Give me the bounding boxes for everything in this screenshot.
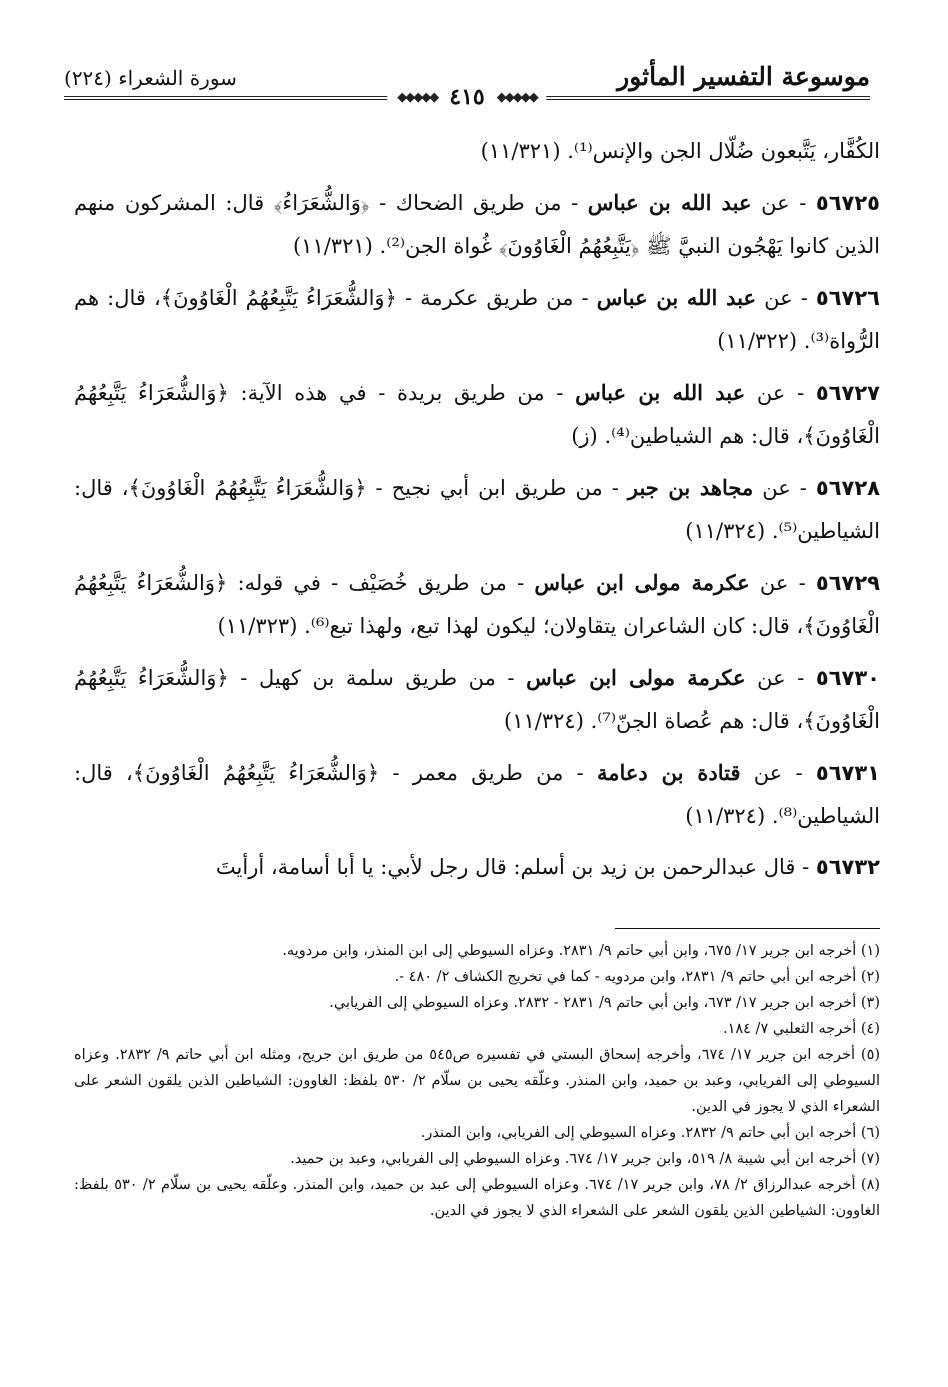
footnotes <box>74 938 880 1224</box>
surah-title: سورة الشعراء (٢٢٤) <box>64 66 237 90</box>
narration-number: ٥٦٧٣١ <box>815 761 880 785</box>
narrator-name: عبد الله بن عباس <box>587 190 752 215</box>
volume-reference: (١١/٣٢١) <box>292 234 373 258</box>
paragraph-text: - من طريق سلمة بن كهيل - ﴿وَالشُّعَرَاءُ يَتَّبِعُهُمُ الْغَاوُونَ﴾، قال: هم عُصاة الجنّ⁽⁷⁾. <box>74 666 880 733</box>
narrator-name: عكرمة مولى ابن عباس <box>534 570 750 595</box>
footnote: (٨) أخرجه عبدالرزاق ٢/ ٧٨، وابن جرير ١٧/ ٦٧٤. وعزاه السيوطي إلى عبد بن حميد، وابن المنذر. وعلّقه يحيى بن سلّام ٢/ ٥٣٠ بلفظ: الغاوون: الشياطين الذين يلقون الشعر على الشعراء الذي لا يجوز في الدين. <box>74 1177 881 1219</box>
paragraph-text: - من طريق خُصَيْف - في قوله: ﴿وَالشُّعَرَاءُ يَتَّبِعُهُمُ الْغَاوُونَ﴾، قال: كان الشاعران يتقاولان؛ ليكون لهذا تبع، ولهذا تبع⁽⁶⁾. <box>74 571 880 638</box>
paragraph: ٥٦٧٢٩ - عن عكرمة مولى ابن عباس - من طريق خُصَيْف - في قوله: ﴿وَالشُّعَرَاءُ يَتَّبِعُهُمُ الْغَاوُونَ﴾، قال: كان الشاعران يتقاولان؛ ليكون لهذا تبع، ولهذا تبع⁽⁶⁾. (١١/٣٢٣) <box>74 570 880 638</box>
paragraph-text: - من طريق ابن أبي نجيح - ﴿وَالشُّعَرَاءُ يَتَّبِعُهُمُ الْغَاوُونَ﴾، قال: الشياطين⁽⁵⁾. <box>74 476 880 543</box>
volume-reference: (ز) <box>571 424 598 448</box>
footnote-separator <box>615 928 880 929</box>
paragraph-text: - من طريق معمر - ﴿وَالشُّعَرَاءُ يَتَّبِعُهُمُ الْغَاوُونَ﴾، قال: الشياطين⁽⁸⁾. <box>74 761 880 828</box>
volume-reference: (١١/٣٢٢) <box>717 329 798 353</box>
footnote: (٦) أخرجه ابن أبي حاتم ٩/ ٢٨٣٢. وعزاه السيوطي إلى الفريابي، وابن المنذر. <box>420 1125 880 1141</box>
page-number-block <box>387 84 546 110</box>
paragraph: ٥٦٧٢٦ - عن عبد الله بن عباس - من طريق عكرمة - ﴿وَالشُّعَرَاءُ يَتَّبِعُهُمُ الْغَاوُونَ﴾، قال: هم الرُّواة⁽³⁾. (١١/٣٢٢) <box>74 285 880 353</box>
narration-number: ٥٦٧٢٥ <box>815 191 880 215</box>
book-title: موسوعة التفسير المأثور <box>617 62 870 91</box>
volume-reference: (١١/٣٢٤) <box>504 709 584 733</box>
volume-reference: (١١/٣٢١) <box>480 139 561 163</box>
footnote: (٥) أخرجه ابن جرير ١٧/ ٦٧٤، وأخرجه إسحاق البستي في تفسيره ص٥٤٥ من طريق ابن جريج، ومثله ابن أبي حاتم ٩/ ٢٨٣٢. وعزاه السيوطي إلى الفريابي، وعبد بن حميد، وابن المنذر. وعلّقه يحيى بن سلّام ٢/ ٥٣٠ بلفظ: الغاوون: الشياطين الذين يلقون الشعر على الشعراء الذي لا يجوز في الدين. <box>74 1047 881 1115</box>
ornament-left-icon: ◆◆◆◆◆ <box>397 89 438 105</box>
footnote: (١) أخرجه ابن جرير ١٧/ ٦٧٥، وابن أبي حاتم ٩/ ٢٨٣١. وعزاه السيوطي إلى ابن المنذر، وابن مردويه. <box>282 943 880 959</box>
paragraph: ٥٦٧٣٠ - عن عكرمة مولى ابن عباس - من طريق سلمة بن كهيل - ﴿وَالشُّعَرَاءُ يَتَّبِعُهُمُ الْغَاوُونَ﴾، قال: هم عُصاة الجنّ⁽⁷⁾. (١١/٣٢٤) <box>74 665 880 733</box>
narrator-name: قتادة بن دعامة <box>596 760 741 785</box>
volume-reference: (١١/٣٢٣) <box>217 614 298 638</box>
paragraph <box>74 846 880 889</box>
narration-number: ٥٦٧٢٩ <box>815 571 880 595</box>
narrator-name: عكرمة مولى ابن عباس <box>526 665 746 690</box>
volume-reference: (١١/٣٢٤) <box>685 519 766 543</box>
paragraph: ٥٦٧٢٥ - عن عبد الله بن عباس - من طريق الضحاك - ﴿وَالشُّعَرَاءُ﴾ قال: المشركون منهم الذين كانوا يَهْجُون النبيَّ ﷺ ﴿يَتَّبِعُهُمُ الْغَاوُونَ﴾ غُواة الجن⁽²⁾. (١١/٣٢١) <box>74 190 880 258</box>
narration-number: ٥٦٧٢٧ <box>815 381 880 405</box>
narrator-name: مجاهد بن جبر <box>627 475 754 500</box>
footnote: (٢) أخرجه ابن أبي حاتم ٩/ ٢٨٣١، وابن مردويه - كما في تخريج الكشاف ٢/ ٤٨٠ -. <box>394 969 880 985</box>
paragraph-text: - من طريق عكرمة - ﴿وَالشُّعَرَاءُ يَتَّبِعُهُمُ الْغَاوُونَ﴾، قال: هم الرُّواة⁽³⁾. <box>74 286 880 353</box>
footnote: (٣) أخرجه ابن جرير ١٧/ ٦٧٣، وابن أبي حاتم ٩/ ٢٨٣١ - ٢٨٣٢. وعزاه السيوطي إلى الفريابي. <box>329 995 880 1011</box>
narration-number: ٥٦٧٣٢ <box>815 855 880 879</box>
paragraph: ٥٦٧٢٧ - عن عبد الله بن عباس - من طريق بريدة - في هذه الآية: ﴿وَالشُّعَرَاءُ يَتَّبِعُهُمُ الْغَاوُونَ﴾، قال: هم الشياطين⁽⁴⁾. (ز) <box>74 380 880 448</box>
narrator-name: عبد الله بن عباس <box>575 380 746 405</box>
paragraph: ٥٦٧٣١ - عن قتادة بن دعامة - من طريق معمر - ﴿وَالشُّعَرَاءُ يَتَّبِعُهُمُ الْغَاوُونَ﴾، قال: الشياطين⁽⁸⁾. (١١/٣٢٤) <box>74 760 880 828</box>
page-header <box>64 60 870 120</box>
narration-number: ٥٦٧٢٨ <box>815 476 880 500</box>
paragraph <box>74 130 880 173</box>
footnote: (٧) أخرجه ابن أبي شيبة ٨/ ٥١٩، وابن جرير ١٧/ ٦٧٤. وعزاه السيوطي إلى الفريابي، وعبد بن حميد. <box>290 1151 880 1167</box>
paragraph-text: - من طريق الضحاك - ﴿وَالشُّعَرَاءُ﴾ قال: المشركون منهم الذين كانوا يَهْجُون النبيَّ ﷺ ﴿يَتَّبِعُهُمُ الْغَاوُونَ﴾ غُواة الجن⁽²⁾. <box>74 191 880 258</box>
narration-number: ٥٦٧٢٦ <box>815 286 880 310</box>
paragraph-text: - من طريق بريدة - في هذه الآية: ﴿وَالشُّعَرَاءُ يَتَّبِعُهُمُ الْغَاوُونَ﴾، قال: هم الشياطين⁽⁴⁾. <box>74 381 880 448</box>
main-text <box>74 130 880 905</box>
paragraph-text: - قال عبدالرحمن بن زيد بن أسلم: قال رجل لأبي: يا أبا أسامة، أرأيتَ <box>215 855 810 879</box>
volume-reference: (١١/٣٢٤) <box>685 804 766 828</box>
page-number: ٤١٥ <box>449 84 485 110</box>
narrator-name: عبد الله بن عباس <box>596 285 756 310</box>
footnote: (٤) أخرجه الثعلبي ٧/ ١٨٤. <box>722 1021 880 1037</box>
paragraph: ٥٦٧٢٨ - عن مجاهد بن جبر - من طريق ابن أبي نجيح - ﴿وَالشُّعَرَاءُ يَتَّبِعُهُمُ الْغَاوُونَ﴾، قال: الشياطين⁽⁵⁾. (١١/٣٢٤) <box>74 475 880 543</box>
narration-number: ٥٦٧٣٠ <box>815 666 880 690</box>
ornament-right-icon: ◆◆◆◆◆ <box>496 89 537 105</box>
paragraph-text: الكُفَّار، يَتَّبعون ضُلّال الجن والإنس⁽¹⁾. <box>567 139 880 163</box>
